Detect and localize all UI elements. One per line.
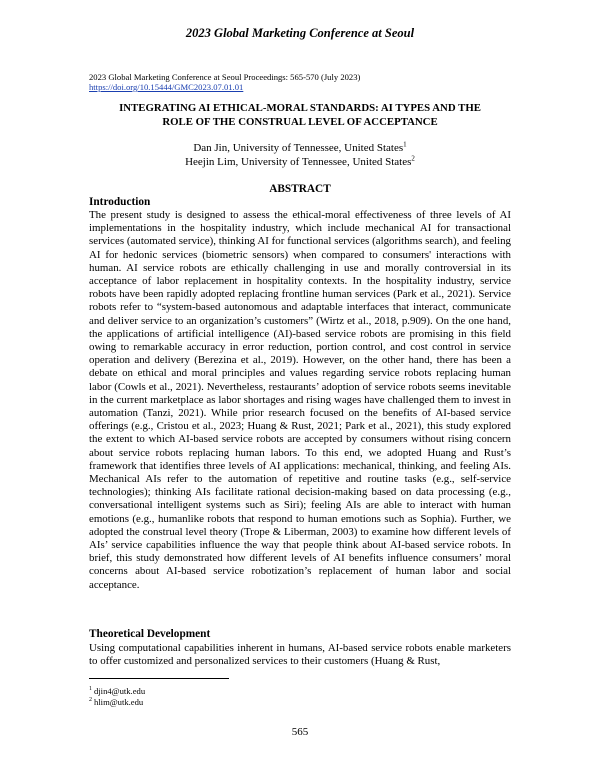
footnote-1 [89, 686, 145, 696]
paper-title [89, 101, 511, 129]
introduction-paragraph: The present study is designed to assess the ethical-moral effectiveness of three levels of AI implementations in the hospitality industry, which include mechanical AI for transactional services (automated service), thinking AI for functional services (algorithms search), and feeling AI for hedonic services (biometric sensors) when compared to consumers' interactions with human. AI service robots are ethically challenging in use and morally controversial in its acceptance of labor replacement in hospitality contexts. In the hospitality industry, service robots have been rapidly adopted replacing frontline human services (Park et al., 2021). Service robots refer to “system-based autonomous and adaptable interfaces that interact, communicate and deliver service to an organization’s customers” (Wirtz et al., 2018, p.909). On the one hand, the applications of artificial intelligence (AI)-based service robots are promising in this field owing to remarkable accuracy in error reduction, portion control, and cost control in service operation and delivery (Berezina et al., 2019). However, on the other hand, there has been a debate on ethical and moral principles and values regarding service robots replacing human labor (Cowls et al., 2021). Nevertheless, restaurants’ adoption of service robots seems inevitable in the current marketplace as labor shortages and rising wages have challenged them to invest in automation (Tanzi, 2021). While prior research focused on the benefits of AI-based service offerings (e.g., Cristou et al., 2023; Huang & Rust, 2021; Park et al., 2021), this study explored the extent to which AI-based service robots are accepted by consumers without rising concern about service robots replacing human labors. To this end, we adopted Huang and Rust’s framework that identifies three levels of AI applications: mechanical, thinking, and feeling AIs. Mechanical AIs refer to the automation of repetitive and routine tasks (e.g., self-service technologies); thinking AIs facilitate rational decision-making based on data processing (e.g., conversational intelligent systems such as Siri); feeling AIs are able to interact with human emotions (e.g., humanlike robots that respond to human emotions such as Sophia). Further, we adopted the construal level theory (Trope & Liberman, 2003) to examine how different levels of AIs’ service capabilities influence the way that people think about AI-based service robots. In brief, this study demonstrated how different levels of AI benefits influence consumers’ moral concerns about AI-based service robotization’s replacement of human labor and social acceptance. [89, 209, 511, 591]
author-2-name: Heejin Lim, University of Tennessee, United States [185, 156, 412, 168]
footnote-2-mark: 2 [89, 697, 92, 704]
abstract-heading: ABSTRACT [269, 183, 331, 195]
theoretical-development-heading: Theoretical Development [89, 628, 211, 640]
page-number: 565 [291, 726, 309, 738]
footnote-2 [89, 697, 143, 707]
author-2-footnote-mark: 2 [411, 154, 415, 163]
proceedings-citation: 2023 Global Marketing Conference at Seoul Proceedings: 565-570 (July 2023) [89, 72, 361, 82]
title-line-1: INTEGRATING AI ETHICAL-MORAL STANDARDS: AI TYPES AND THE [119, 102, 481, 114]
author-1 [0, 142, 600, 154]
author-1-name: Dan Jin, University of Tennessee, United States [193, 142, 404, 154]
theoretical-development-paragraph: Using computational capabilities inherent in humans, AI-based service robots enable marketers to offer customized and personalized services to their customers (Huang & Rust, [89, 642, 511, 668]
footnote-1-mark: 1 [89, 686, 92, 693]
title-line-2: ROLE OF THE CONSTRUAL LEVEL OF ACCEPTANCE [162, 116, 438, 128]
author-1-footnote-mark: 1 [403, 140, 407, 149]
author-2 [0, 156, 600, 168]
conference-header: 2023 Global Marketing Conference at Seoul [185, 26, 415, 40]
footnote-1-email: djin4@utk.edu [94, 686, 146, 696]
introduction-heading: Introduction [89, 196, 151, 208]
doi-link[interactable]: https://doi.org/10.15444/GMC2023.07.01.01 [89, 82, 244, 92]
footnote-2-email: hlim@utk.edu [94, 697, 144, 707]
footnote-divider [89, 678, 229, 679]
